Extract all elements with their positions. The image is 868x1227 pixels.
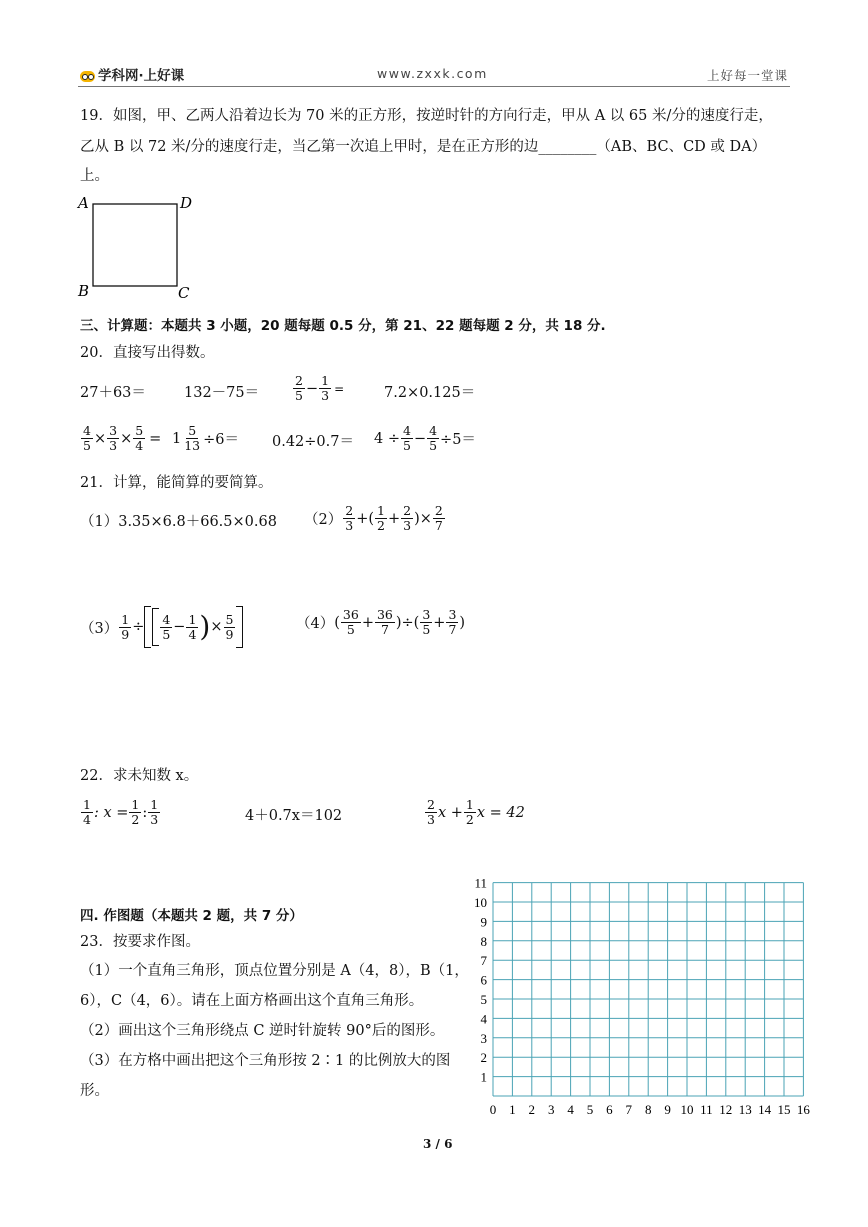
- q20-r2-d: [374, 424, 476, 453]
- section4-title: 四. 作图题（本题共 2 题，共 7 分）: [80, 908, 303, 924]
- denominator: 7: [434, 518, 443, 533]
- part-label: （2）: [304, 512, 343, 528]
- q23-line1: （1）一个直角三角形，顶点位置分别是 A（4，8），B（1，: [80, 963, 469, 979]
- denominator: 3: [109, 438, 118, 453]
- equals-sign: =: [149, 430, 162, 447]
- expression-rest: ÷6＝: [203, 432, 240, 448]
- y-tick-label: 10: [474, 895, 487, 910]
- denominator: 5: [295, 388, 303, 403]
- x-tick-label: 1: [509, 1102, 516, 1117]
- fraction: [375, 608, 395, 637]
- numerator: 2: [434, 503, 443, 518]
- operator: +: [433, 614, 446, 631]
- x-tick-label: 5: [586, 1102, 594, 1117]
- denominator: 3: [150, 812, 159, 827]
- operator: ×: [93, 430, 107, 447]
- operator: ×: [210, 619, 223, 635]
- bracket-right: [236, 606, 243, 648]
- q19-line3: 上。: [80, 168, 109, 184]
- coordinate-grid: [462, 874, 818, 1120]
- denominator: 5: [346, 622, 355, 637]
- fraction: [224, 613, 236, 642]
- q21-prompt: 21．计算，能简算的要简算。: [80, 475, 273, 491]
- expression-mid: : x =: [93, 804, 129, 821]
- x-tick-label: 16: [796, 1102, 810, 1117]
- paren-left: (: [334, 614, 340, 631]
- y-tick-label: 7: [480, 953, 487, 969]
- equals-sign: =: [334, 381, 345, 396]
- denominator: 2: [377, 518, 385, 533]
- operator: )÷(: [395, 614, 420, 631]
- fraction: [425, 798, 437, 827]
- q23-line5: 形。: [80, 1083, 109, 1099]
- part-label: （4）: [296, 616, 335, 632]
- x-tick-label: 15: [777, 1102, 791, 1117]
- label-b: B: [78, 282, 90, 300]
- q20-r1-d: 7.2×0.125＝: [384, 385, 476, 401]
- denominator: 3: [427, 812, 435, 827]
- numerator: 1: [377, 503, 385, 518]
- numerator: 36: [342, 607, 359, 622]
- numerator: 4: [429, 423, 438, 438]
- q20-r1-b: 132－75＝: [184, 385, 260, 401]
- fraction: [81, 424, 93, 453]
- paren-right: ): [459, 614, 466, 631]
- denominator: 9: [121, 626, 130, 642]
- fraction: [464, 798, 476, 827]
- denominator: 13: [184, 438, 201, 453]
- page-number: 3 / 6: [423, 1137, 453, 1151]
- q23-prompt: 23．按要求作图。: [80, 934, 200, 950]
- fraction: [446, 608, 458, 637]
- q22-eq2: 4＋0.7x＝102: [245, 808, 343, 824]
- bracket-left-inner: [152, 608, 159, 646]
- numerator: 2: [427, 797, 435, 812]
- q20-prompt: 20．直接写出得数。: [80, 345, 215, 361]
- q23-line4: （3）在方格中画出把这个三角形按 2∶1 的比例放大的图: [80, 1053, 451, 1069]
- paren-right: ): [199, 610, 211, 643]
- numerator: 3: [422, 607, 431, 622]
- fraction: [186, 613, 198, 642]
- numerator: 4: [83, 423, 91, 438]
- denominator: 4: [83, 812, 91, 827]
- numerator: 5: [225, 611, 234, 627]
- numerator: 5: [188, 423, 197, 438]
- x-tick-label: 11: [700, 1102, 713, 1117]
- q19-line2: 乙从 B 以 72 米/分的速度行走，当乙第一次追上甲时，是在正方形的边________（AB、BC、CD 或 DA）: [80, 139, 767, 155]
- expression-rest: ÷5＝: [440, 432, 476, 448]
- x-tick-label: 9: [664, 1102, 671, 1117]
- square-abcd: [93, 204, 177, 286]
- fraction: [343, 504, 355, 533]
- fraction: [182, 424, 202, 453]
- fraction: [420, 608, 432, 637]
- header-url: www.zxxk.com: [377, 66, 488, 81]
- section3-title: 三、计算题：本题共 3 小题，20 题每题 0.5 分，第 21、22 题每题 2 分，共 18 分.: [80, 318, 606, 334]
- expression-rest: x = 42: [476, 804, 525, 821]
- bracket-left: [144, 606, 151, 648]
- y-tick-label: 5: [480, 992, 487, 1007]
- denominator: 7: [380, 622, 389, 637]
- denominator: 2: [465, 812, 474, 827]
- q23-line3: （2）画出这个三角形绕点 C 逆时针旋转 90°后的图形。: [80, 1023, 445, 1039]
- fraction: [129, 798, 141, 827]
- q22-eq3: [424, 798, 525, 827]
- denominator: 4: [135, 438, 144, 453]
- q20-r1-c: [292, 374, 344, 403]
- numerator: 1: [83, 797, 91, 812]
- fraction: [427, 424, 439, 453]
- numerator: 1: [121, 611, 130, 627]
- q21-part2: [304, 504, 446, 533]
- q20-r2-c: 0.42÷0.7＝: [272, 434, 354, 450]
- header-divider: [78, 86, 790, 87]
- x-tick-label: 14: [758, 1102, 772, 1117]
- denominator: 5: [429, 438, 438, 453]
- header-slogan: 上好每一堂课: [707, 68, 789, 83]
- fraction: [293, 374, 305, 403]
- fraction: [119, 613, 131, 642]
- numerator: 1: [465, 797, 474, 812]
- x-tick-label: 0: [489, 1102, 497, 1117]
- operator: ÷: [132, 619, 145, 635]
- y-tick-label: 4: [480, 1011, 487, 1027]
- numerator: 1: [150, 797, 159, 812]
- denominator: 3: [403, 518, 412, 533]
- expression-mid: x +: [437, 804, 463, 821]
- x-tick-label: 7: [625, 1102, 633, 1117]
- ratio-colon: :: [142, 804, 148, 821]
- label-a: A: [78, 194, 89, 212]
- denominator: 4: [188, 626, 197, 642]
- q21-part3: [80, 606, 243, 648]
- operator: ×: [120, 430, 133, 447]
- operator: −: [305, 380, 319, 397]
- y-tick-label: 6: [480, 972, 487, 988]
- part-label: （3）: [80, 620, 119, 637]
- denominator: 9: [225, 626, 234, 642]
- numerator: 36: [376, 607, 393, 622]
- x-tick-label: 10: [680, 1102, 694, 1117]
- operator: −: [173, 619, 186, 635]
- numerator: 3: [109, 423, 118, 438]
- denominator: 5: [83, 438, 91, 453]
- y-tick-label: 8: [480, 933, 487, 949]
- denominator: 2: [131, 812, 140, 827]
- fraction: [160, 613, 172, 642]
- expression-start: 4 ÷: [374, 430, 400, 447]
- label-d: D: [180, 194, 193, 212]
- denominator: 3: [345, 518, 354, 533]
- fraction: [375, 504, 387, 533]
- x-tick-label: 2: [528, 1102, 536, 1117]
- numerator: 4: [402, 423, 411, 438]
- numerator: 3: [448, 607, 457, 622]
- numerator: 4: [162, 611, 171, 627]
- square-figure: [76, 192, 206, 304]
- operator: )×: [414, 510, 432, 527]
- fraction: [81, 798, 93, 827]
- numerator: 1: [321, 373, 330, 388]
- x-tick-label: 8: [644, 1102, 652, 1117]
- fraction: [401, 424, 413, 453]
- numerator: 2: [345, 503, 354, 518]
- q19-line1: 19．如图，甲、乙两人沿着边长为 70 米的正方形，按逆时针的方向行走，甲从 A 以 65 米/分的速度行走，: [80, 108, 773, 124]
- fraction: [133, 424, 145, 453]
- operator: +: [387, 510, 401, 527]
- y-tick-label: 1: [480, 1069, 487, 1085]
- y-tick-label: 3: [480, 1030, 487, 1046]
- numerator: 2: [403, 503, 412, 518]
- fraction: [107, 424, 119, 453]
- fraction: [341, 608, 361, 637]
- q21-part1: （1）3.35×6.8＋66.5×0.68: [80, 514, 277, 530]
- y-tick-label: 9: [480, 914, 487, 930]
- numerator: 1: [131, 797, 140, 812]
- operator: +(: [356, 510, 374, 527]
- whole-number: 1: [172, 430, 182, 447]
- x-tick-label: 3: [547, 1102, 555, 1117]
- header-logo: [80, 64, 184, 84]
- operator: −: [413, 430, 427, 447]
- y-tick-label: 2: [480, 1050, 487, 1066]
- owl-logo-icon: [80, 71, 95, 82]
- x-tick-label: 4: [567, 1102, 574, 1117]
- q20-r2-b: [172, 424, 239, 453]
- numerator: 2: [295, 373, 303, 388]
- fraction: [319, 374, 331, 403]
- q20-r2-a: [80, 424, 161, 453]
- q22-prompt: 22．求未知数 x。: [80, 768, 199, 784]
- q23-line2: 6），C（4，6）。请在上面方格画出这个直角三角形。: [80, 993, 424, 1009]
- q20-r1-a: 27＋63＝: [80, 385, 146, 401]
- fraction: [148, 798, 160, 827]
- numerator: 5: [135, 423, 144, 438]
- x-tick-label: 12: [719, 1102, 733, 1117]
- fraction: [401, 504, 413, 533]
- q21-part4: [296, 608, 465, 637]
- operator: +: [361, 614, 374, 631]
- y-tick-label: 11: [474, 875, 487, 891]
- denominator: 5: [162, 626, 171, 642]
- label-c: C: [178, 284, 190, 302]
- x-tick-label: 6: [606, 1102, 613, 1117]
- logo-text: 学科网·上好课: [98, 68, 185, 84]
- denominator: 5: [402, 438, 411, 453]
- q22-eq1: [80, 798, 161, 827]
- denominator: 3: [321, 388, 330, 403]
- x-tick-label: 13: [738, 1102, 752, 1117]
- denominator: 7: [448, 622, 457, 637]
- denominator: 5: [422, 622, 431, 637]
- numerator: 1: [188, 611, 197, 627]
- fraction: [433, 504, 445, 533]
